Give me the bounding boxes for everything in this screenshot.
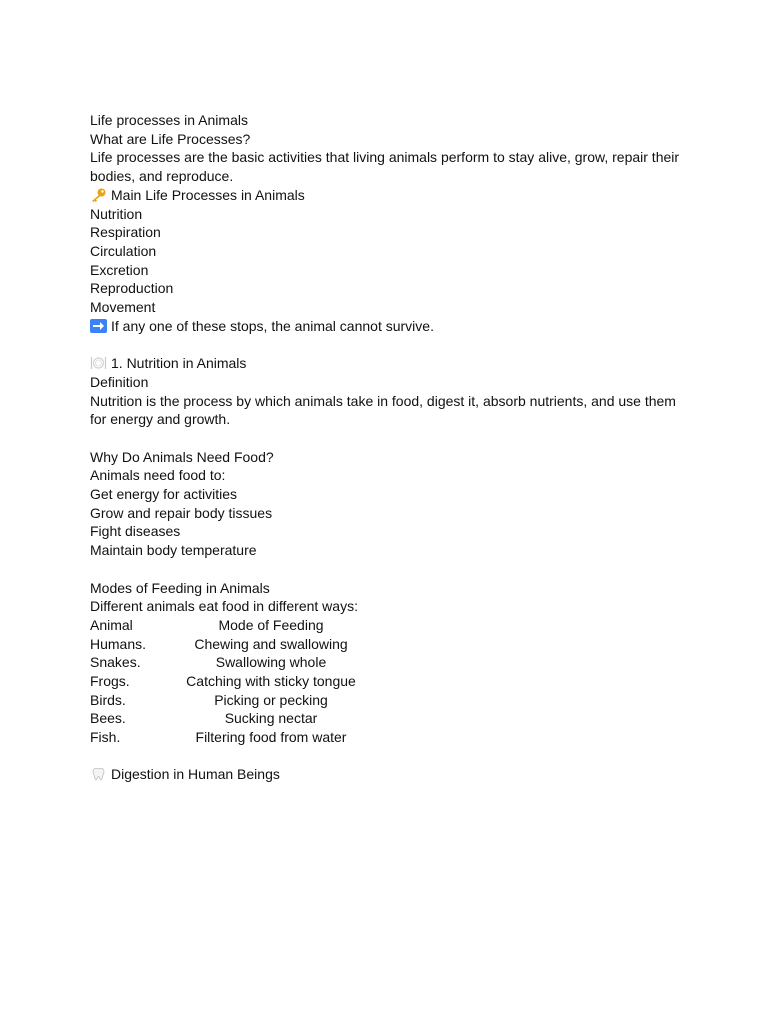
document-page <box>90 111 682 784</box>
main-processes-heading-line <box>90 186 682 205</box>
spacer <box>90 429 682 448</box>
process-item: Movement <box>90 299 156 316</box>
nutrition-heading-line <box>90 354 682 373</box>
table-row <box>90 709 362 728</box>
process-item: Excretion <box>90 261 149 278</box>
document-title: Life processes in Animals <box>90 112 248 128</box>
intro-question: What are Life Processes? <box>90 130 251 147</box>
table-header-mode: Mode of Feeding <box>218 616 324 633</box>
definition-label: Definition <box>90 373 149 390</box>
table-cell-animal: Bees. <box>90 710 126 727</box>
why-food-item: Fight diseases <box>90 523 181 540</box>
table-cell-mode: Catching with sticky tongue <box>186 673 356 689</box>
why-food-item: Get energy for activities <box>90 486 238 503</box>
table-cell-mode: Sucking nectar <box>224 710 318 727</box>
table-row <box>90 691 362 710</box>
digestion-heading-line <box>90 765 682 784</box>
feeding-table <box>90 616 362 747</box>
why-food-item: Grow and repair body tissues <box>90 504 273 521</box>
process-item: Nutrition <box>90 205 143 222</box>
why-food-lead: Animals need food to: <box>90 467 226 484</box>
nutrition-heading: 1. Nutrition in Animals <box>111 355 247 372</box>
tooth-icon <box>90 767 107 781</box>
spacer <box>90 335 682 354</box>
table-cell-animal: Humans. <box>90 635 147 652</box>
table-cell-animal: Birds. <box>90 691 126 708</box>
table-row <box>90 728 362 747</box>
modes-heading: Modes of Feeding in Animals <box>90 579 270 596</box>
nutrition-definition: Nutrition is the process by which animals take in food, digest it, absorb nutrients, and use them for energy and growth. <box>90 392 676 428</box>
process-item: Respiration <box>90 224 161 241</box>
survival-note: If any one of these stops, the animal cannot survive. <box>111 317 434 334</box>
table-header-row <box>90 616 362 635</box>
table-row <box>90 672 362 691</box>
process-item: Reproduction <box>90 280 174 297</box>
key-icon <box>90 188 107 202</box>
spacer <box>90 747 682 766</box>
table-cell-mode: Chewing and swallowing <box>194 635 348 652</box>
spacer <box>90 560 682 579</box>
table-row <box>90 635 362 654</box>
table-cell-mode: Swallowing whole <box>215 654 327 671</box>
table-cell-animal: Fish. <box>90 729 121 746</box>
table-row <box>90 653 362 672</box>
digestion-heading: Digestion in Human Beings <box>111 766 280 783</box>
why-food-item: Maintain body temperature <box>90 542 257 559</box>
intro-answer: Life processes are the basic activities that living animals perform to stay alive, grow, repair their bodies, and reproduce. <box>90 149 680 185</box>
table-header-animal: Animal <box>90 616 133 633</box>
table-cell-mode: Picking or pecking <box>214 691 328 708</box>
main-processes-heading: Main Life Processes in Animals <box>111 186 305 203</box>
table-cell-mode: Filtering food from water <box>195 729 347 746</box>
plate-cutlery-icon <box>90 356 107 370</box>
process-item: Circulation <box>90 242 157 259</box>
right-arrow-icon <box>90 319 107 333</box>
table-cell-animal: Snakes. <box>90 654 141 671</box>
survival-note-line <box>90 317 682 336</box>
table-cell-animal: Frogs. <box>90 673 130 689</box>
why-food-heading: Why Do Animals Need Food? <box>90 448 274 465</box>
modes-lead: Different animals eat food in different ways: <box>90 598 358 615</box>
